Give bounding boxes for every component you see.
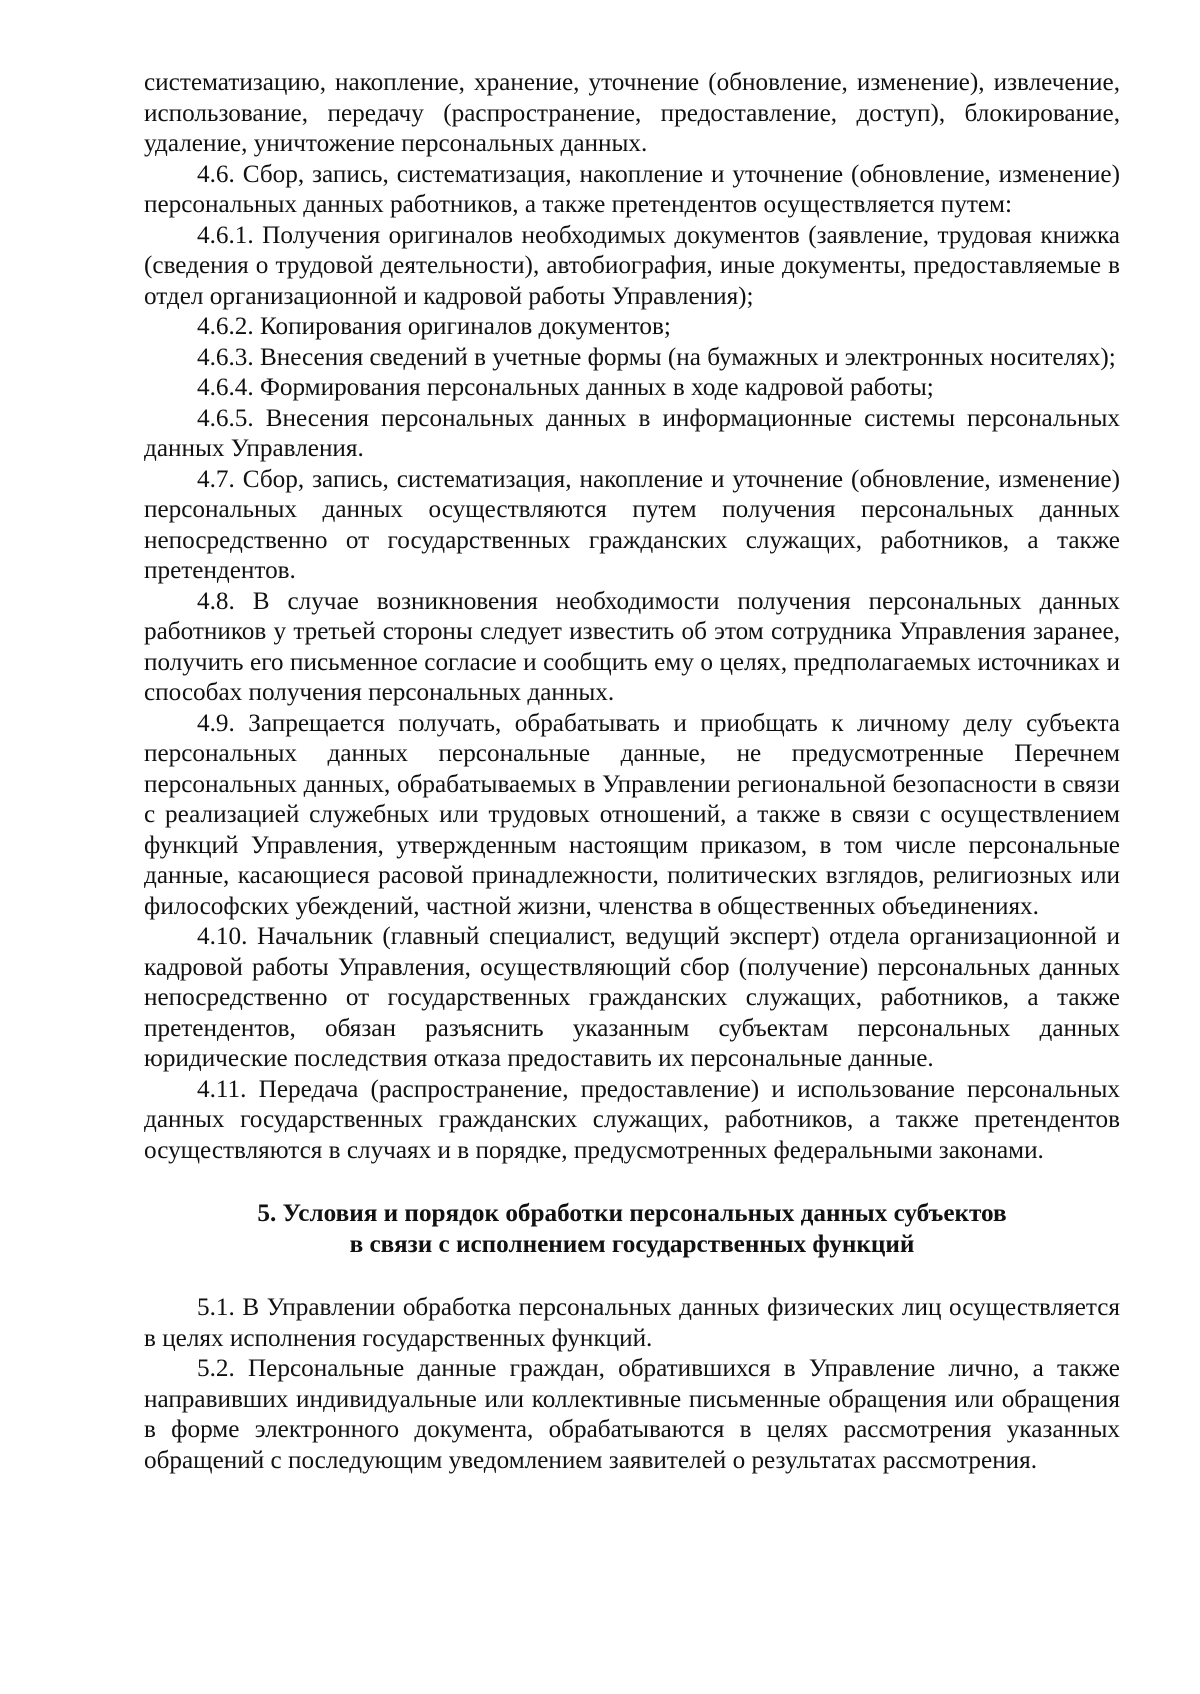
paragraph-4-6-3: 4.6.3. Внесения сведений в учетные формы (на бумажных и электронных носителях);	[197, 343, 1116, 371]
paragraph-4-6-4: 4.6.4. Формирования персональных данных в ходе кадровой работы;	[197, 374, 934, 401]
paragraph-4-6: 4.6. Сбор, запись, систематизация, накопление и уточнение (обновление, изменение) персональных данных работников, а также претендентов осуществляется путем:	[144, 160, 1120, 218]
paragraph-4-6-2: 4.6.2. Копирования оригиналов документов;	[197, 313, 671, 340]
section-5-heading-line-1: 5. Условия и порядок обработки персональных данных субъектов	[257, 1200, 1007, 1227]
section-5-heading	[144, 1199, 1120, 1260]
section-5-heading-line-2: в связи с исполнением государственных функций	[349, 1230, 915, 1258]
paragraph-continuation: систематизацию, накопление, хранение, уточнение (обновление, изменение), извлечение, использование, передачу (распространение, предоставление, доступ), блокирование, удаление, уничтожение персональных данных.	[144, 69, 1120, 157]
paragraph-4-8: 4.8. В случае возникновения необходимости получения персональных данных работников у третьей стороны следует известить об этом сотрудника Управления заранее, получить его письменное согласие и сообщить ему о целях, предполагаемых источниках и способах получения персональных данных.	[144, 587, 1120, 706]
paragraph-4-6-1: 4.6.1. Получения оригиналов необходимых документов (заявление, трудовая книжка (сведения о трудовой деятельности), автобиография, иные документы, предоставляемые в отдел организационной и кадровой работы Управления);	[144, 221, 1120, 310]
paragraph-5-2: 5.2. Персональные данные граждан, обратившихся в Управление лично, а также направивших индивидуальные или коллективные письменные обращения или обращения в форме электронного документа, обрабатываются в целях рассмотрения указанных обращений с последующим уведомлением заявителей о результатах рассмотрения.	[144, 1355, 1120, 1474]
paragraph-4-9: 4.9. Запрещается получать, обрабатывать и приобщать к личному делу субъекта персональных данных персональные данные, не предусмотренные Перечнем персональных данных, обрабатываемых в Управлении региональной безопасности в связи с реализацией служебных или трудовых отношений, а также в связи с осуществлением функций Управления, утвержденным настоящим приказом, в том числе персональные данные, касающиеся расовой принадлежности, политических взглядов, религиозных или философских убеждений, частной жизни, членства в общественных объединениях.	[144, 709, 1120, 920]
document-page	[144, 68, 1120, 1476]
paragraph-4-6-5: 4.6.5. Внесения персональных данных в информационные системы персональных данных Управления.	[144, 404, 1120, 462]
paragraph-4-11: 4.11. Передача (распространение, предоставление) и использование персональных данных государственных гражданских служащих, работников, а также претендентов осуществляются в случаях и в порядке, предусмотренных федеральными законами.	[144, 1075, 1120, 1164]
paragraph-4-7: 4.7. Сбор, запись, систематизация, накопление и уточнение (обновление, изменение) персональных данных осуществляются путем получения персональных данных непосредственно от государственных гражданских служащих, работников, а также претендентов.	[144, 465, 1120, 584]
paragraph-4-10: 4.10. Начальник (главный специалист, ведущий эксперт) отдела организационной и кадровой работы Управления, осуществляющий сбор (получение) персональных данных непосредственно от государственных гражданских служащих, работников, а также претендентов, обязан разъяснить указанным субъектам персональных данных юридические последствия отказа предоставить их персональные данные.	[144, 923, 1120, 1072]
paragraph-5-1: 5.1. В Управлении обработка персональных данных физических лиц осуществляется в целях исполнения государственных функций.	[144, 1294, 1120, 1352]
